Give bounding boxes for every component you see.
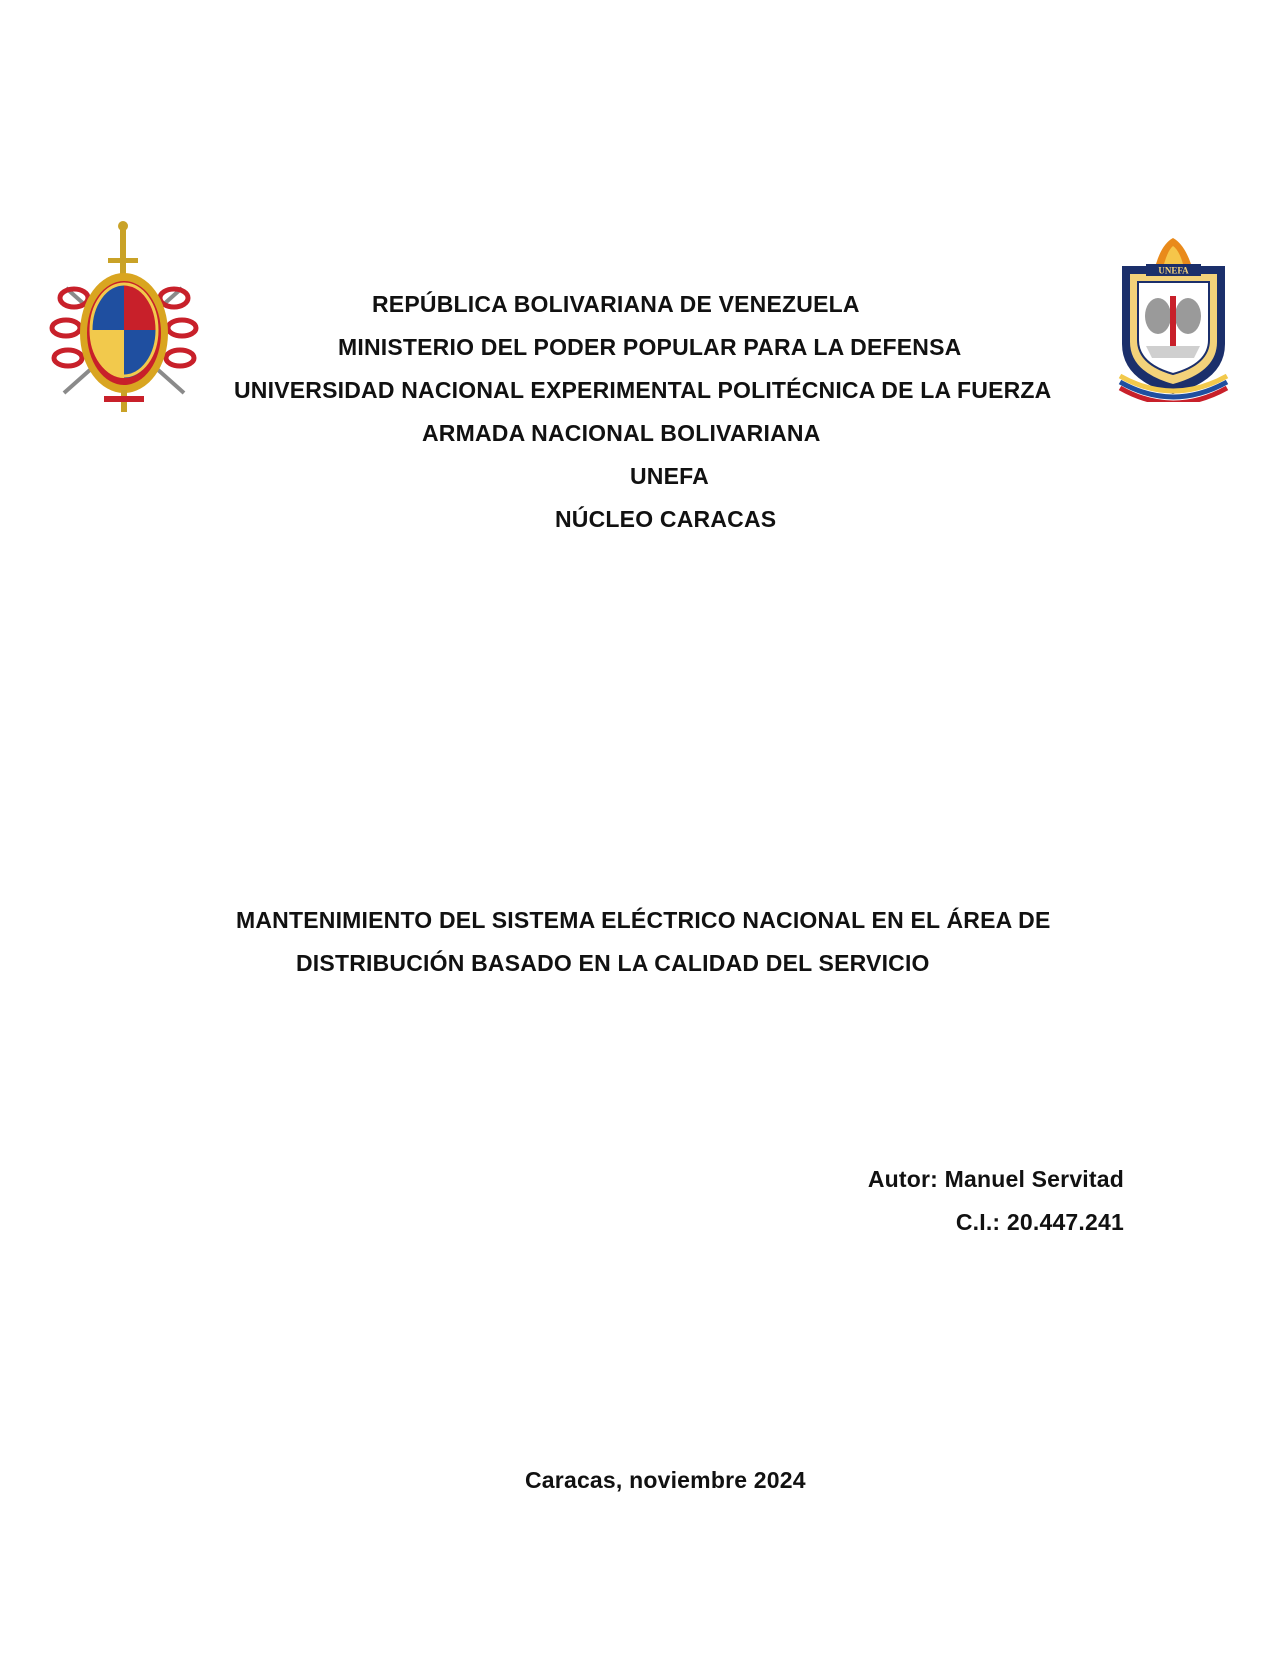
- header-republic: REPÚBLICA BOLIVARIANA DE VENEZUELA: [372, 291, 860, 317]
- header-campus: NÚCLEO CARACAS: [555, 506, 777, 532]
- header-acronym: UNEFA: [630, 463, 709, 489]
- thesis-title-line1: MANTENIMIENTO DEL SISTEMA ELÉCTRICO NACIONAL EN EL ÁREA DE: [236, 907, 1051, 933]
- header-university-line2: ARMADA NACIONAL BOLIVARIANA: [422, 420, 821, 446]
- header-university-line1: UNIVERSIDAD NACIONAL EXPERIMENTAL POLITÉCNICA DE LA FUERZA: [234, 377, 1052, 403]
- unefa-banner-text: UNEFA: [1158, 265, 1189, 276]
- place-date: Caracas, noviembre 2024: [525, 1467, 806, 1493]
- header-ministry: MINISTERIO DEL PODER POPULAR PARA LA DEFENSA: [338, 334, 962, 360]
- author-id: C.I.: 20.447.241: [955, 1209, 1124, 1235]
- unefa-shield-logo-icon: [1116, 234, 1231, 402]
- thesis-title-line2: DISTRIBUCIÓN BASADO EN LA CALIDAD DEL SERVICIO: [296, 950, 930, 976]
- venezuela-armed-forces-coat-of-arms-icon: [44, 218, 204, 418]
- author-name: Autor: Manuel Servitad: [867, 1166, 1124, 1192]
